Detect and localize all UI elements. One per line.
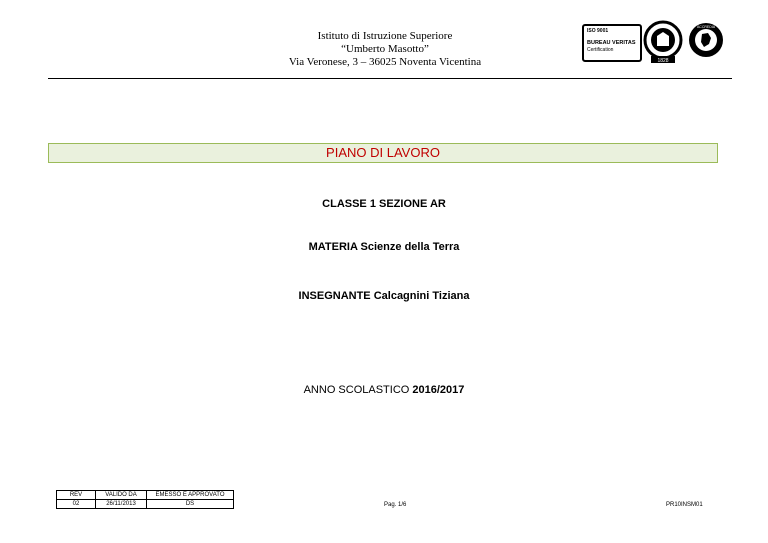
iso-label: ISO 9001 [587, 28, 609, 34]
anno-value: 2016/2017 [412, 384, 465, 396]
seal-year: 1828 [657, 58, 669, 64]
materia-line [0, 241, 768, 253]
school-address: Via Veronese, 3 – 36025 Noventa Vicentina [288, 56, 482, 68]
school-header [230, 30, 540, 69]
materia-label: MATERIA [308, 241, 358, 253]
insegnante-value: Calcagnini Tiziana [373, 290, 470, 302]
revision-table [56, 490, 234, 509]
bureau-veritas-seal-icon [643, 20, 683, 64]
emesso-header: EMESSO E APPROVATO [147, 491, 234, 500]
rev-header: REV [57, 491, 96, 500]
materia-value: Scienze della Terra [360, 241, 460, 253]
certification-label: Certification [587, 47, 614, 53]
page-title: PIANO DI LAVORO [326, 145, 440, 160]
anno-label: ANNO SCOLASTICO [303, 384, 410, 396]
school-dedication: “Umberto Masotto” [341, 43, 429, 55]
classe-line: CLASSE 1 SEZIONE AR [322, 198, 446, 210]
insegnante-line [0, 290, 768, 302]
page-number: Pag. 1/6 [384, 502, 407, 508]
document-code: PR10INSM01 [666, 502, 703, 508]
bureau-veritas-logo [582, 24, 642, 62]
accredia-label: ACCREDIA [696, 25, 716, 29]
emesso-value: DS [147, 500, 234, 509]
title-band [48, 143, 718, 163]
valido-value: 26/11/2013 [96, 500, 147, 509]
rev-value: 02 [57, 500, 96, 509]
valido-header: VALIDO DA [96, 491, 147, 500]
bureau-veritas-name: BUREAU VERITAS [587, 40, 636, 46]
header-divider [48, 78, 732, 79]
table-row [57, 491, 234, 500]
accredia-logo-icon [688, 22, 724, 58]
anno-line [0, 384, 768, 396]
table-row [57, 500, 234, 509]
school-name: Istituto di Istruzione Superiore [317, 30, 453, 42]
insegnante-label: INSEGNANTE [298, 290, 371, 302]
